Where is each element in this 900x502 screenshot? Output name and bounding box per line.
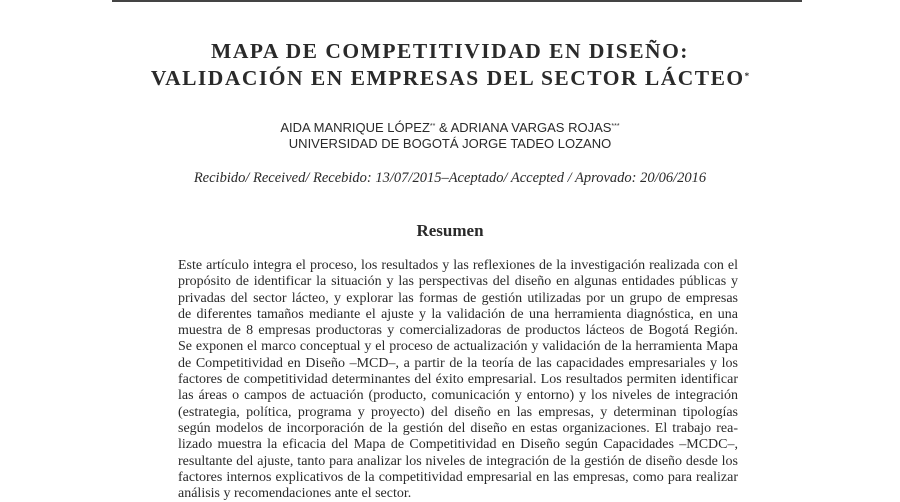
abstract-heading: Resumen	[416, 221, 484, 240]
paper-title	[0, 38, 900, 92]
top-rule	[112, 0, 802, 2]
abstract-line: propósito de identificar la situación y las perspectivas del diseño en algunas entidades públicas y	[178, 274, 738, 290]
author-1-name: AIDA MANRIQUE LÓPEZ	[280, 120, 430, 135]
title-line-2	[0, 65, 900, 92]
abstract-line: resultante del ajuste, tanto para analizar los niveles de integración de la gestión de diseño desde los	[178, 453, 738, 469]
author-2-footnote-mark[interactable]: ***	[611, 123, 620, 130]
abstract-line: factores de competitividad determinantes del éxito empresarial. Los resultados permiten identificar	[178, 372, 738, 388]
abstract-line: privadas del sector lácteo, y explorar las formas de gestión utilizadas por un grupo de empresas	[178, 290, 738, 306]
abstract-line: muestra de 8 empresas productoras y comercializadoras de productos lácteos de Bogotá Región.	[178, 323, 738, 339]
abstract-body	[178, 258, 738, 502]
abstract-line: según modelos de incorporación de la gestión del diseño en estas organizaciones. El trabajo rea-	[178, 420, 738, 436]
abstract-line: análisis y recomendaciones ante el sector.	[178, 486, 412, 502]
title-footnote-mark[interactable]: *	[744, 71, 750, 81]
abstract-line: Se exponen el marco conceptual y el proceso de actualización y validación de la herramienta Mapa	[178, 339, 738, 355]
submission-dates: Recibido/ Received/ Recebido: 13/07/2015–Aceptado/ Accepted / Aprovado: 20/06/2016	[193, 170, 707, 186]
abstract-line: Este artículo integra el proceso, los resultados y las reflexiones de la investigación realizada con el	[178, 258, 738, 273]
author-separator: &	[435, 120, 451, 135]
author-names	[0, 120, 900, 136]
abstract-line: lizado muestra la eficacia del Mapa de Competitividad en Diseño según Capacidades –MCDC–,	[178, 437, 738, 453]
authors-block	[0, 120, 900, 152]
abstract-line: las áreas o campos de actuación (producto, comunicación y entorno) y los niveles de integración	[178, 388, 738, 404]
author-affiliation: UNIVERSIDAD DE BOGOTÁ JORGE TADEO LOZANO	[288, 136, 612, 151]
abstract-line: factores internos explicativos de la competitividad empresarial en las empresas, como para realizar	[178, 469, 738, 485]
abstract-line: de diferentes tamaños mediante el ajuste y la validación de una herramienta diagnóstica, en una	[178, 306, 738, 322]
author-1-footnote-mark[interactable]: **	[429, 123, 436, 130]
author-2-name: ADRIANA VARGAS ROJAS	[450, 120, 612, 135]
title-line-1: MAPA DE COMPETITIVIDAD EN DISEÑO:	[211, 39, 689, 63]
abstract-line: (estrategia, política, programa y proyecto) del diseño en las empresas, y determinan tipologías	[178, 404, 738, 420]
abstract-line: de Competitividad en Diseño –MCD–, a partir de la teoría de las capacidades empresariales y los	[178, 355, 738, 371]
title-line-2-text: VALIDACIÓN EN EMPRESAS DEL SECTOR LÁCTEO	[150, 66, 745, 90]
